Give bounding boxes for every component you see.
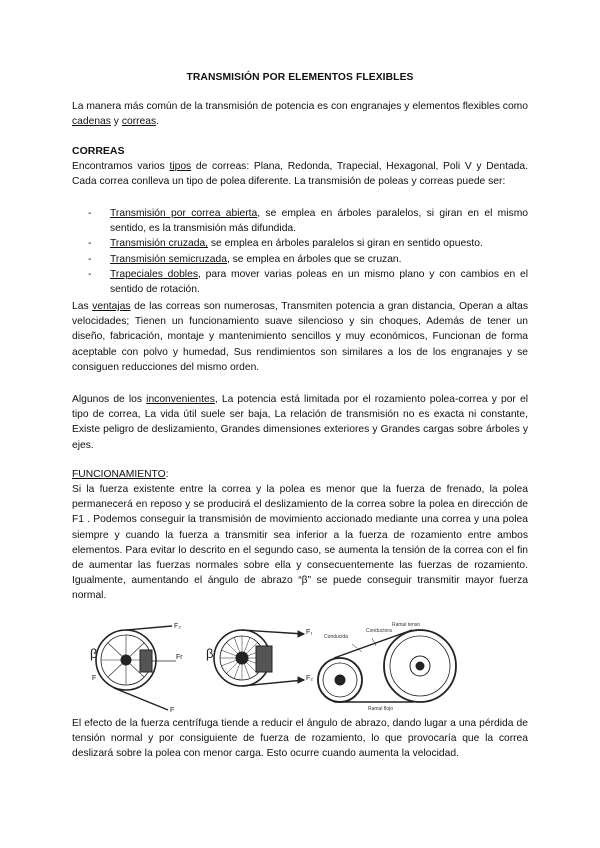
list-item-text: , se emplea en árboles que se cruzan. — [226, 253, 402, 265]
funcionamiento-colon: : — [165, 469, 169, 480]
list-item-text: , se emplea en árboles paralelos, si giran en el mismo sentido, es la transmisión más difundida. — [110, 208, 529, 235]
heading-funcionamiento — [72, 467, 528, 482]
intro-text: La manera más común de la transmisión de potencia es con engranajes y elementos flexibles como — [72, 101, 528, 112]
list-item — [72, 236, 528, 251]
transmission-types-list — [72, 206, 528, 297]
fig1-beta-label: β — [90, 646, 98, 661]
fig3-label-a: Conducida — [324, 634, 348, 640]
fig1-f2-label: F₂ — [174, 623, 181, 630]
funcionamiento-paragraph: Si la fuerza existente entre la correa y la polea es menor que la fuerza de frenado, la polea permanecerá en reposo y se producirá el deslizamiento de la correa sobre la polea en dirección de F1 . Podemos conseguir la transmisión de movimiento accionado mediante una correa y una polea siempre y cuando la fuerza a transmitir sea inferior a la fuerza de rozamiento entre ambos elementos. Para evitar lo descrito en el segundo caso, se aumenta la tensión de la correa con el fin de aumentar las fuerzas normales sobre ella y consecuentemente las fuerzas de rozamiento. Igualmente, aumentando el ángulo de abrazo “β” se puede conseguir transmitir mayor fuerza normal. — [72, 484, 528, 602]
pulley-figures-svg — [72, 622, 528, 714]
fig1-f-label: F — [170, 707, 175, 714]
correas-text-b: de correas: Plana, Redonda, Trapecial, Hexagonal, Poli V y Dentada. Cada correa conlleva un tipo de polea diferente. La transmisión de poleas y correas puede ser: — [72, 161, 528, 188]
fig3-label-d: Ramal flojo — [368, 706, 394, 712]
link-ventajas[interactable]: ventajas — [92, 301, 131, 312]
link-tipos[interactable]: tipos — [169, 161, 192, 172]
ventajas-text-b: de las correas son numerosas, Transmiten potencia a gran distancia, Operan a altas velocidades; Tienen un funcionamiento suave silencioso y sin choques, Además de tener un diseño, fabricación, montaje y mantenimiento sencillos y muy económicos, Funcionan de forma aceptable con polvo y humedad, Sus rendimientos son similares a los de los engranajes y se consiguen reducciones del mismo orden. — [72, 301, 528, 373]
link-funcionamiento[interactable]: FUNCIONAMIENTO — [72, 469, 166, 480]
fig3-label-b: Conductora — [366, 628, 392, 634]
link-correa-abierta[interactable]: Transmisión por correa abierta — [110, 208, 258, 219]
link-cadenas[interactable]: cadenas — [72, 116, 111, 128]
correas-text-a: Encontramos varios — [72, 161, 170, 172]
list-item-text: se emplea en árboles paralelos si giran en sentido opuesto. — [208, 238, 483, 250]
fig3-label-c: Ramal tenso — [392, 622, 421, 628]
link-inconvenientes[interactable]: inconvenientes — [146, 394, 215, 405]
intro-paragraph — [72, 99, 528, 129]
inconvenientes-text-a: Algunos de los — [72, 394, 147, 405]
heading-correas: CORREAS — [72, 145, 125, 157]
fig1-fr-label: Fr — [176, 654, 183, 661]
page-title: TRANSMISIÓN POR ELEMENTOS FLEXIBLES — [186, 72, 414, 83]
list-item — [72, 267, 528, 297]
link-semicruzada[interactable]: Transmisión semicruzada — [110, 253, 227, 265]
link-trapeciales-dobles[interactable]: Trapeciales dobles — [110, 268, 198, 280]
correas-paragraph — [72, 159, 528, 189]
figure-pulley-block — [214, 630, 304, 686]
link-correas[interactable]: correas — [121, 116, 157, 128]
inconvenientes-paragraph — [72, 392, 528, 453]
list-item — [72, 206, 528, 236]
ventajas-paragraph — [72, 299, 528, 375]
figure-pulley-brake — [96, 626, 176, 710]
list-item — [72, 252, 528, 267]
intro-end: . — [156, 116, 160, 128]
link-cruzada[interactable]: Transmisión cruzada, — [110, 238, 209, 250]
pulley-figures — [72, 622, 528, 714]
list-item-text: , para mover varias poleas en un mismo plano y con cambios en el sentido de rotación. — [110, 268, 528, 296]
fig1-fa-label: F — [92, 675, 97, 682]
fig2-f1-label: F₁ — [306, 629, 313, 636]
intro-mid: y — [110, 116, 122, 128]
fig2-f2-label: F₂ — [306, 675, 313, 682]
ventajas-text-a: Las — [72, 301, 93, 312]
centrifuga-paragraph: El efecto de la fuerza centrífuga tiende a reducir el ángulo de abrazo, dando lugar a una pérdida de tensión normal y por consiguiente de fuerza de rozamiento, lo que provocaría que la correa deslizará sobre la polea con menor carga. Esto ocurre cuando aumenta la velocidad. — [72, 718, 528, 760]
inconvenientes-text-b: , La potencia está limitada por el rozamiento polea-correa y por el tipo de correa, La vida útil suele ser baja, La relación de transmisión no es exacta ni constante, Existe peligro de deslizamiento, Grandes dimensiones exteriores y Grandes cargas sobre árboles y ejes. — [72, 394, 528, 451]
fig2-beta-label: β — [206, 646, 214, 661]
figure-two-pulleys — [318, 630, 456, 702]
